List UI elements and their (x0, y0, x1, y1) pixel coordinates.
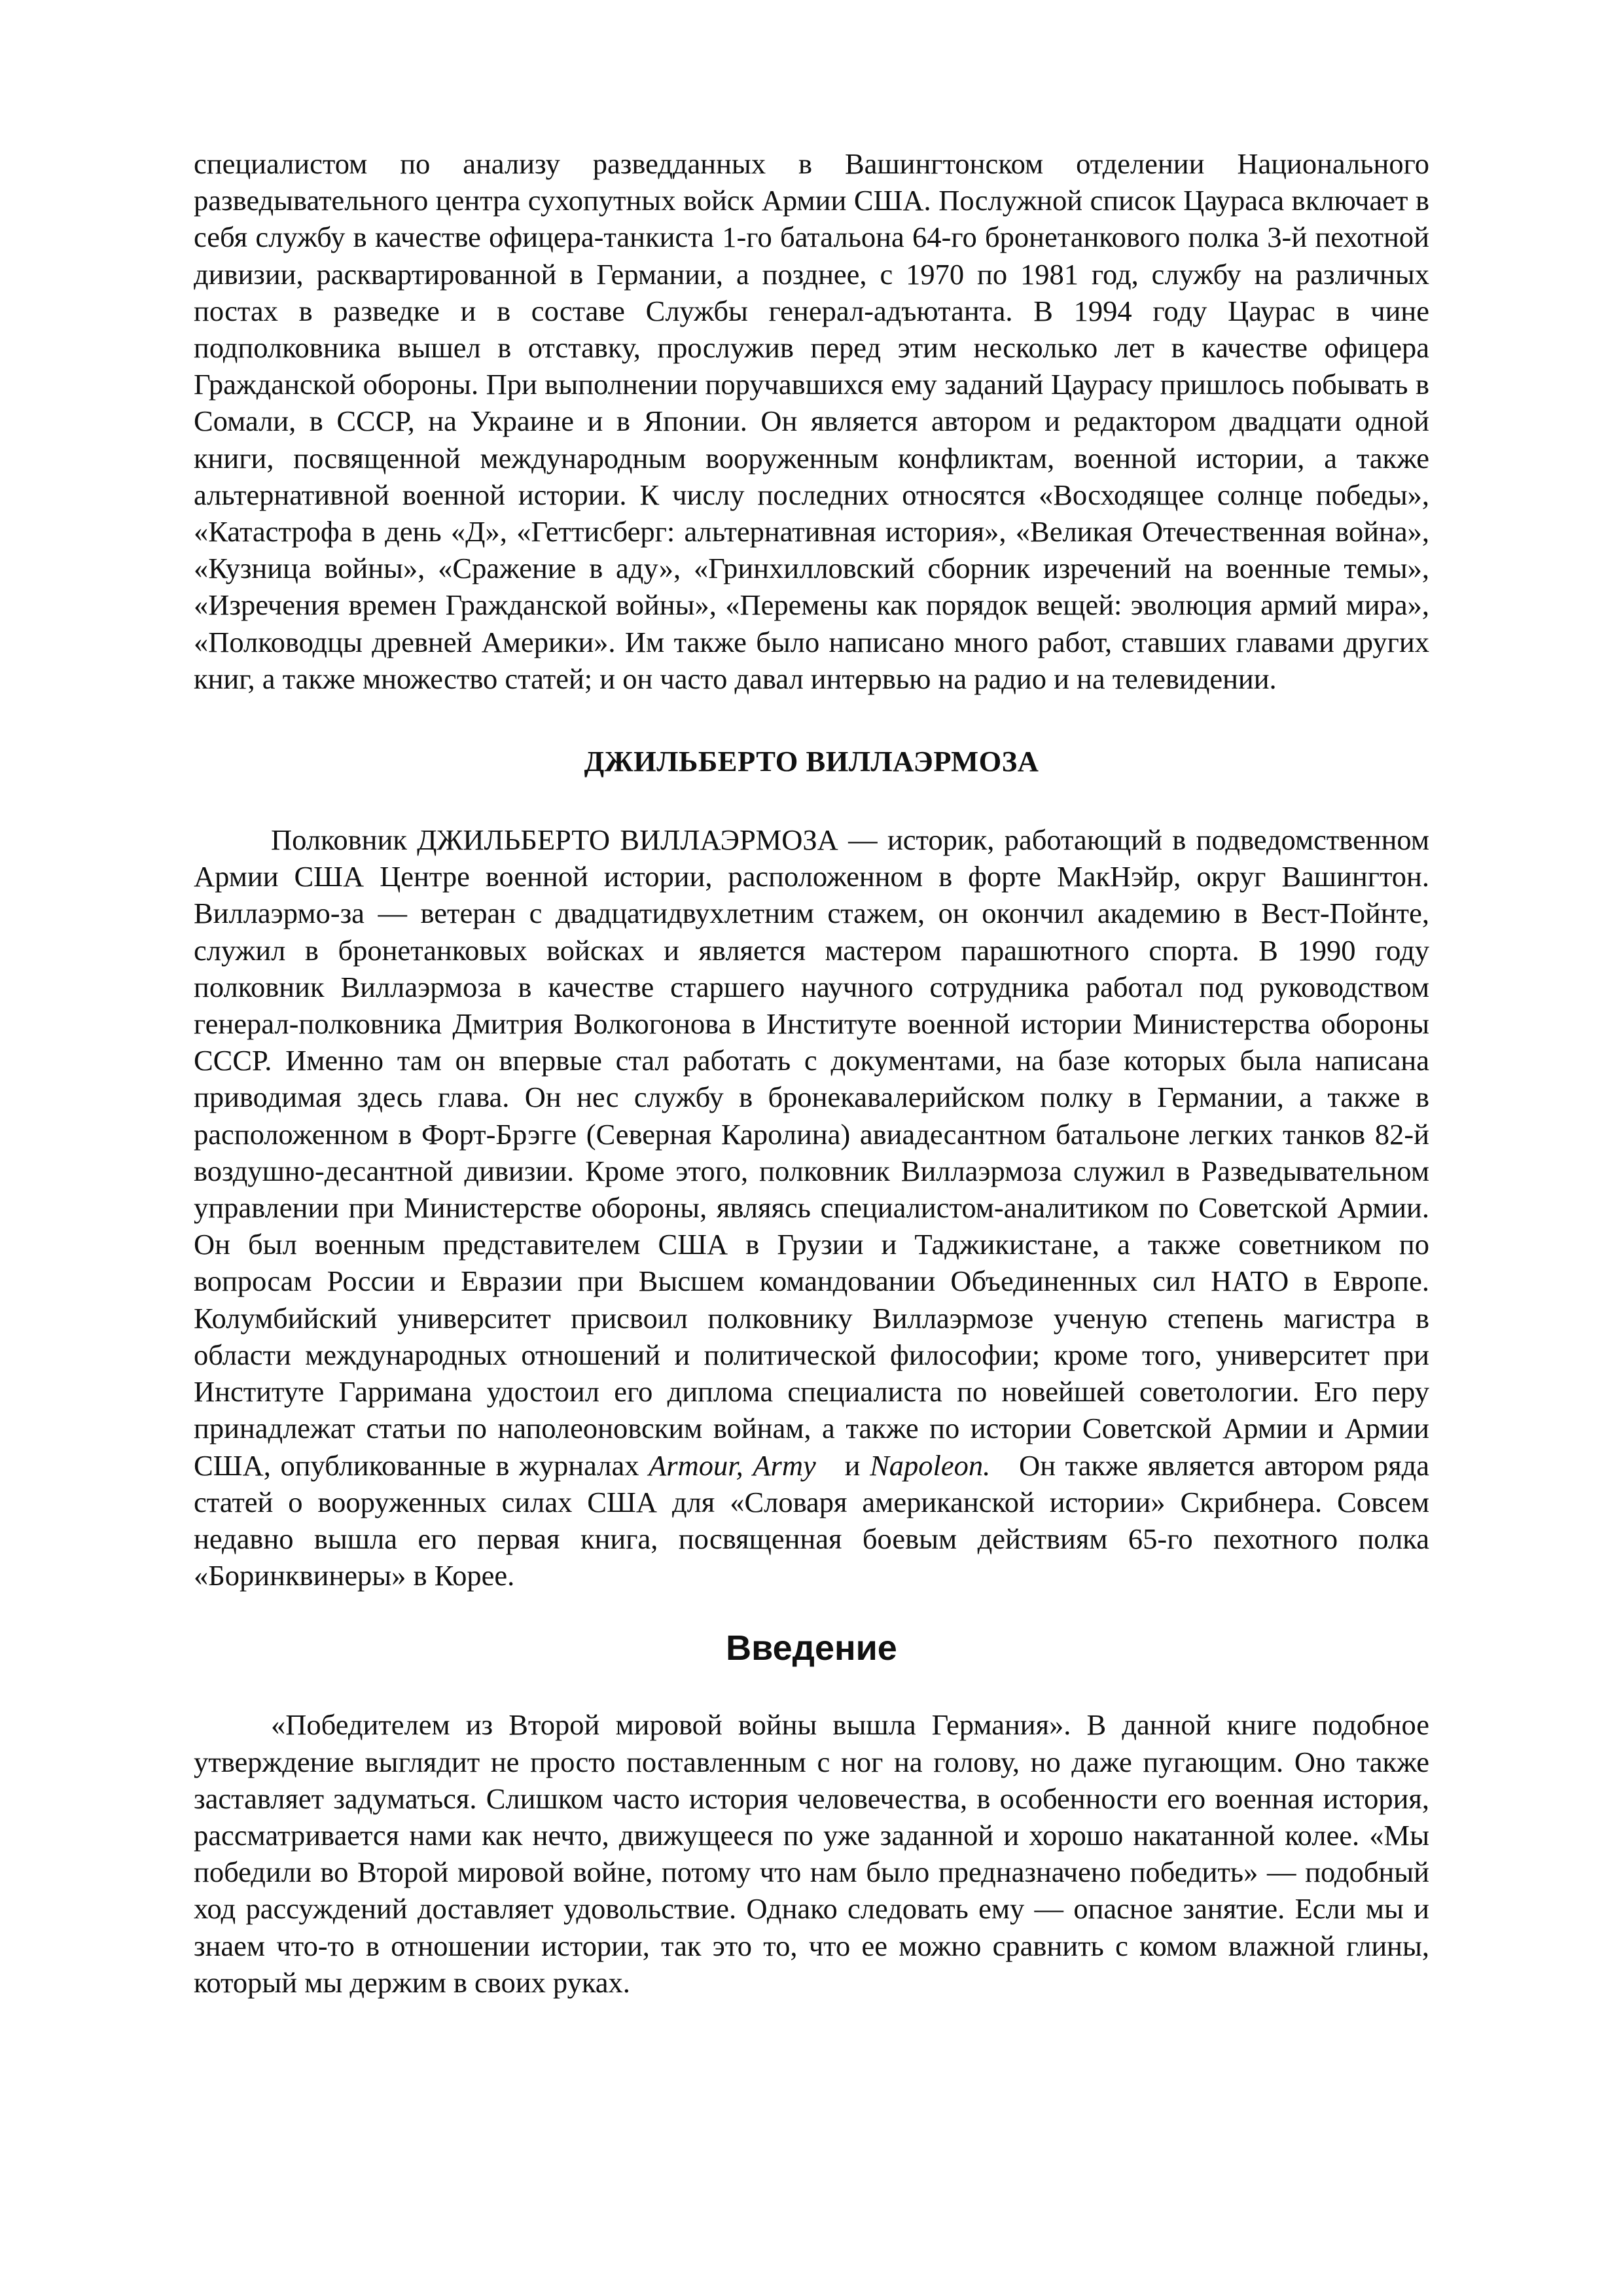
intro-paragraph: специалистом по анализу разведданных в Вашингтонском отделении Национального разведывательного центра сухопутных войск Армии США. Послужной список Цаураса включает в себя службу в качестве офицера-танкиста 1-го батальона 64-го бронетанкового полка 3-й пехотной дивизии, расквартированной в Германии, а позднее, с 1970 по 1981 год, службу на различных постах в разведке и в составе Службы генерал-адъютанта. В 1994 году Цаурас в чине подполковника вышел в отставку, прослужив перед этим несколько лет в качестве офицера Гражданской обороны. При выполнении поручавшихся ему заданий Цаурасу пришлось побывать в Сомали, в СССР, на Украине и в Японии. Он является автором и редактором двадцати одной книги, посвященной международным вооруженным конфликтам, военной истории, а также альтернативной военной истории. К числу последних относятся «Восходящее солнце победы», «Катастрофа в день «Д», «Геттисберг: альтернативная история», «Великая Отечественная война», «Кузница войны», «Сражение в аду», «Гринхилловский сборник изречений на военные темы», «Изречения времен Гражданской войны», «Перемены как порядок вещей: эволюция армий мира», «Полководцы древней Америки». Им также было написано много работ, ставших главами других книг, а также множество статей; и он часто давал интервью на радио и на телевидении. (194, 147, 1429, 695)
author-heading: ДЖИЛЬБЕРТО ВИЛЛАЭРМОЗА (584, 745, 1039, 778)
document-page (194, 145, 1429, 2001)
journal-army: Army (753, 1448, 816, 1482)
journal-conjunction: и (844, 1448, 861, 1482)
section-heading: Введение (726, 1628, 897, 1668)
journal-armour: Armour, (649, 1448, 743, 1482)
author-paragraph (194, 821, 1429, 1594)
introduction-paragraph: «Победителем из Второй мировой войны вышла Германия». В данной книге подобное утверждение выглядит не просто поставленным с ног на голову, но даже пугающим. Оно также заставляет задуматься. Слишком часто история человечества, в особенности его военная история, рассматривается нами как нечто, движущееся по уже заданной и хорошо накатанной колее. «Мы победили во Второй мировой войне, потому что нам было предназначено победить» — подобный ход рассуждений доставляет удовольствие. Однако следовать ему — опасное занятие. Если мы и знаем что-то в отношении истории, так это то, что ее можно сравнить с комом влажной глины, который мы держим в своих руках. (194, 1708, 1429, 1999)
journal-napoleon: Napoleon. (870, 1448, 991, 1482)
author-text-after: Он также является автором ряда статей о вооруженных силах США для «Словаря американской истории» Скрибнера. Совсем недавно вышла его первая книга, посвященная боевым действиям 65-го пехотного полка «Боринквинеры» в Корее. (194, 1448, 1430, 1592)
author-text-before: Полковник ДЖИЛЬБЕРТО ВИЛЛАЭРМОЗА — историк, работающий в подведомственном Армии США Центре военной истории, расположенном в форте МакНэйр, округ Вашингтон. Виллаэрмо-за — ветеран с двадцатидвухлетним стажем, он окончил академию в Вест-Пойнте, служил в бронетанковых войсках и является мастером парашютного спорта. В 1990 году полковник Виллаэрмоза в качестве старшего научного сотрудника работал под руководством генерал-полковника Дмитрия Волкогонова в Институте военной истории Министерства обороны СССР. Именно там он впервые стал работать с документами, на базе которых была написана приводимая здесь глава. Он нес службу в бронекавалерийском полку в Германии, а также в расположенном в Форт-Брэгге (Северная Каролина) авиадесантном батальоне легких танков 82-й воздушно-десантной дивизии. Кроме этого, полковник Виллаэрмоза служил в Разведывательном управлении при Министерстве обороны, являясь специалистом-аналитиком по Советской Армии. Он был военным представителем США в Грузии и Таджикистане, а также советником по вопросам России и Евразии при Высшем командовании Объединенных сил НАТО в Европе. Колумбийский университет присвоил полковнику Виллаэрмозе ученую степень магистра в области международных отношений и политической философии; кроме того, университет при Институте Гарримана удостоил его диплома специалиста по новейшей советологии. Его перу принадлежат статьи по наполеоновским войнам, а также по истории Советской Армии и Армии США, опубликованные в журналах (194, 823, 1429, 1482)
